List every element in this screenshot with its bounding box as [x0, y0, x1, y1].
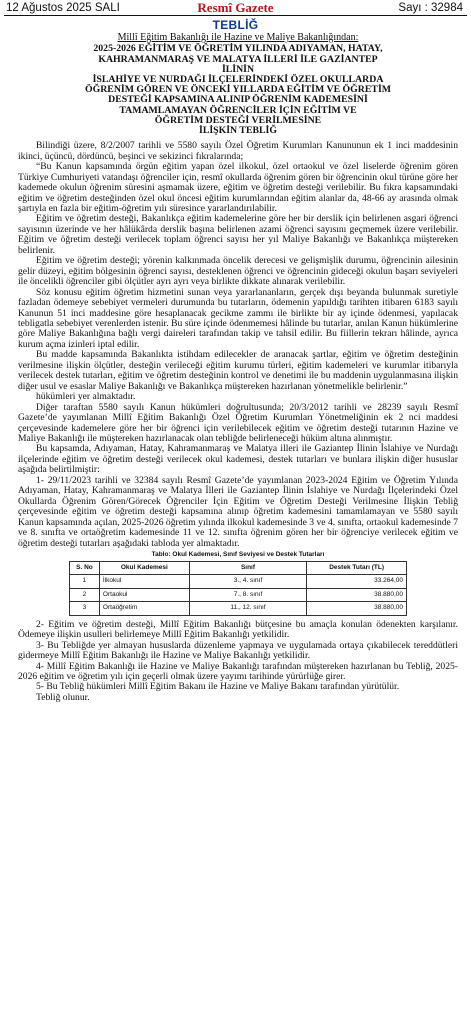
table-row — [70, 575, 407, 588]
cell-no: 2 — [70, 588, 100, 601]
page-header — [4, 0, 467, 16]
quoted-paragraph: Söz konusu eğitim öğretim hizmetini sunan veya yararlananların, gerçek dışı beyanda bulunmak suretiyle fazladan ödemeye sebebiyet vermeleri durumunda bu tutarların, ödemenin yapıldığı tarihten itibaren 6183 sayılı Kanunun 51 inci maddesine göre hesaplanacak gecikme zammı ile birlikte bir ay içinde ödenmesi, yapılacak tebligatla sebebiyet verenlerden istenir. Bu süre içinde ödenmemesi hâlinde bu tutarlar, anılan Kanun hükümlerine göre Maliye Bakanlığına bağlı vergi daireleri tarafından takip ve tahsil edilir. Bu fiillerin tekrarı hâlinde, ayrıca kurum açma izinleri iptal edilir. — [18, 286, 458, 350]
cell-no: 3 — [70, 602, 100, 615]
title-line: İLİŞKİN TEBLİĞ — [199, 125, 277, 137]
cell-amount: 33.264,00 — [307, 575, 407, 588]
document-body — [18, 33, 458, 703]
quoted-paragraph: Eğitim ve öğretim desteği; yörenin kalkınmada öncelik derecesi ve gelişmişlik durumu, öğrencinin ailesinin gelir düzeyi, eğitim bölgesinin öğrenci sayısı, desteklenen öğrenci ve öğrencinin gideceği okulun başarı seviyeleri ile öncelikli öğrenciler gibi ölçütler ayrı ayrı veya birlikte dikkate alınarak verilebilir. — [18, 255, 458, 288]
table-caption: Tablo: Okul Kademesi, Sınıf Seviyesi ve Destek Tutarları — [151, 550, 325, 558]
issue-number: Sayı : 32984 — [398, 2, 463, 14]
quoted-paragraph: Eğitim ve öğretim desteği, Bakanlıkça eğitim kademelerine göre her bir derslik için belirlenen asgari öğrenci sayısının üzerinde ve her hâlükârda derslik başına belirlenen azami öğrenci sayısını geçmemek üzere verilebilir. Eğitim ve öğretim desteği verilecek toplam öğrenci sayısı her yıl Maliye Bakanlığı ve Bakanlıkça müştereken belirlenir. — [18, 213, 458, 256]
cell-grade: 11., 12. sınıf — [189, 602, 307, 615]
title-line: 2025-2026 EĞİTİM VE ÖĞRETİM YILINDA ADIYAMAN, HATAY, — [93, 43, 383, 55]
article-4: 4- Millî Eğitim Bakanlığı ile Hazine ve Maliye Bakanlığı tarafından müştereken hazırlanan bu Tebliğ, 2025-2026 eğitim ve öğretim yılı için geçerli olmak üzere yayımı tarihinde yürürlüğe girer. — [18, 660, 458, 683]
title-line: ÖĞRETİM DESTEĞİ VERİLMESİNE — [154, 114, 322, 126]
article-1: 1- 29/11/2023 tarihli ve 32384 sayılı Resmî Gazete’de yayımlanan 2023-2024 Eğitim ve Öğretim Yılında Adıyaman, Hatay, Kahramanmaraş ve Malatya İlleri ile Gaziantep İlinin İslahiye ve Nurdağı İlçelerindeki Özel Okullarda Öğrenim Gören/Görecek Öğrenciler İçin Eğitim ve Öğretim Desteği Verilmesine İlişkin Tebliğ çerçevesinde eğitim ve öğretim desteği kapsamına alınıp öğretim kademesini tamamlamayan ve 5580 sayılı Kanun kapsamında açılan, 2025-2026 öğretim yılında ilkokul kademesinde 3 ve 4. sınıfta, ortaokul kademesinde 7 ve 8. sınıfta ve ortaöğretim kademesinde 11 ve 12. sınıfta öğrenim gören her bir öğrenciye verilecek eğitim ve öğretim desteği tutarları aşağıdaki tabloda yer almaktadır. — [18, 474, 458, 549]
cell-amount: 38.880,00 — [307, 602, 407, 615]
cell-grade: 3., 4. sınıf — [189, 575, 307, 588]
col-header-level: Okul Kademesi — [99, 561, 189, 574]
body-paragraph: hükümleri yer almaktadır. — [36, 391, 136, 403]
issuing-authority: Millî Eğitim Bakanlığı ile Hazine ve Maliye Bakanlığından: — [117, 32, 359, 43]
table-row — [70, 588, 407, 601]
cell-amount: 38.880,00 — [307, 588, 407, 601]
quoted-paragraph: Bu madde kapsamında Bakanlıkta istihdam edilecekler de aranacak şartlar, eğitim ve öğretim desteğinin verilmesine ilişkin ölçütler, desteğin verileceği eğitim kurumu türleri, eğitim kademeleri ve kurumlar itibarıyla verilecek destek tutarları, eğitim ve öğretim desteğinin kontrol ve denetimi ile bu maddenin uygulanmasına ilişkin diğer usul ve esaslar Maliye Bakanlığı ve Bakanlıkça müştereken hazırlanan yönetmelikle belirlenir.” — [18, 349, 458, 392]
support-amounts-table — [69, 561, 407, 616]
body-paragraph: Diğer taraftan 5580 sayılı Kanun hükümleri doğrultusunda; 20/3/2012 tarihli ve 28239 sayılı Resmî Gazete’de yayımlanan Millî Eğitim Bakanlığı Özel Öğretim Kurumları Yönetmeliğinin ek 2 nci maddesi çerçevesinde kademelere göre her bir öğrenci için verilebilecek eğitim ve öğretim desteği tutarının Hazine ve Maliye Bakanlığı ile müştereken hazırlanacak olan tebliğde belirleneceği hüküm altına alınmıştır. — [18, 401, 458, 444]
header-date: 12 Ağustos 2025 SALI — [6, 2, 120, 14]
cell-no: 1 — [70, 575, 100, 588]
title-line: KAHRAMANMARAŞ VE MALATYA İLLERİ İLE GAZİANTEP — [98, 53, 378, 65]
cell-level: Ortaokul — [99, 588, 189, 601]
body-paragraph: Bu kapsamda, Adıyaman, Hatay, Kahramanmaraş ve Malatya illeri ile Gaziantep İlinin İslahiye ve Nurdağı ilçelerinde eğitim ve öğretim desteği verilecek okul kademesi, destek tutarları ve bunlara ilişkin diğer hususlar aşağıda belirtilmiştir: — [18, 443, 458, 476]
regulation-title — [18, 44, 458, 136]
title-line: DESTEĞİ KAPSAMINA ALINIP ÖĞRENİM KADEMESİNİ — [108, 94, 368, 106]
publication-name: Resmî Gazete — [197, 0, 274, 15]
cell-level: Ortaöğretim — [99, 602, 189, 615]
article-3: 3- Bu Tebliğde yer almayan hususlarda düzenleme yapmaya ve uygulamada ortaya çıkabilecek tereddütleri gidermeye Millî Eğitim Bakanlığı ile Hazine ve Maliye Bakanlığı yetkilidir. — [18, 639, 458, 662]
body-paragraph: Bilindiği üzere, 8/2/2007 tarihli ve 5580 sayılı Özel Öğretim Kurumları Kanununun ek 1 inci maddesinin ikinci, üçüncü, dördüncü, beşinci ve sekizinci fıkralarında; — [18, 140, 458, 162]
title-line: TAMAMLAMAYAN ÖĞRENCİLER İÇİN EĞİTİM VE — [119, 104, 357, 116]
title-line: İSLAHİYE VE NURDAĞI İLÇELERİNDEKİ ÖZEL OKULLARDA — [92, 74, 384, 86]
closing-line: Tebliğ olunur. — [36, 691, 90, 703]
col-header-amount: Destek Tutarı (TL) — [307, 561, 407, 574]
article-5: 5- Bu Tebliğ hükümleri Millî Eğitim Bakanı ile Hazine ve Maliye Bakanı tarafından yürütülür. — [36, 681, 400, 693]
col-header-grade: Sınıf — [189, 561, 307, 574]
section-heading: TEBLİĞ — [212, 18, 259, 32]
article-2: 2- Eğitim ve öğretim desteği, Millî Eğitim Bakanlığı bütçesine bu amaçla konulan ödenekten karşılanır. Ödemeye ilişkin usulleri belirlemeye Millî Eğitim Bakanlığı yetkilidir. — [18, 618, 458, 641]
cell-level: İlkokul — [99, 575, 189, 588]
title-line: ÖĞRENİM GÖREN VE ÖNCEKİ YILLARDA EĞİTİM VE ÖĞRETİM — [84, 84, 391, 96]
table-header-row — [70, 561, 407, 574]
quoted-paragraph: “Bu Kanun kapsamında örgün eğitim yapan özel ilkokul, özel ortaokul ve özel liselerde öğrenim gören Türkiye Cumhuriyeti vatandaşı öğrenciler için, resmî okullarda öğrenim gören bir öğrencinin okul türüne göre her kademede okulun öğrenim süresini aşmamak üzere, eğitim ve öğretim desteği verilebilir. Bu fıkra kapsamındaki eğitim ve öğretim desteğinden özel okul öncesi eğitim kurumlarından eğitim alanlar da, 48-66 ay arasında olmak şartıyla en fazla bir eğitim-öğretim yılı süresince yararlandırılabilir. — [18, 161, 458, 214]
title-line: İLİNİN — [221, 63, 255, 75]
cell-grade: 7., 8. sınıf — [189, 588, 307, 601]
table-row — [70, 602, 407, 615]
col-header-no: S. No — [70, 561, 100, 574]
